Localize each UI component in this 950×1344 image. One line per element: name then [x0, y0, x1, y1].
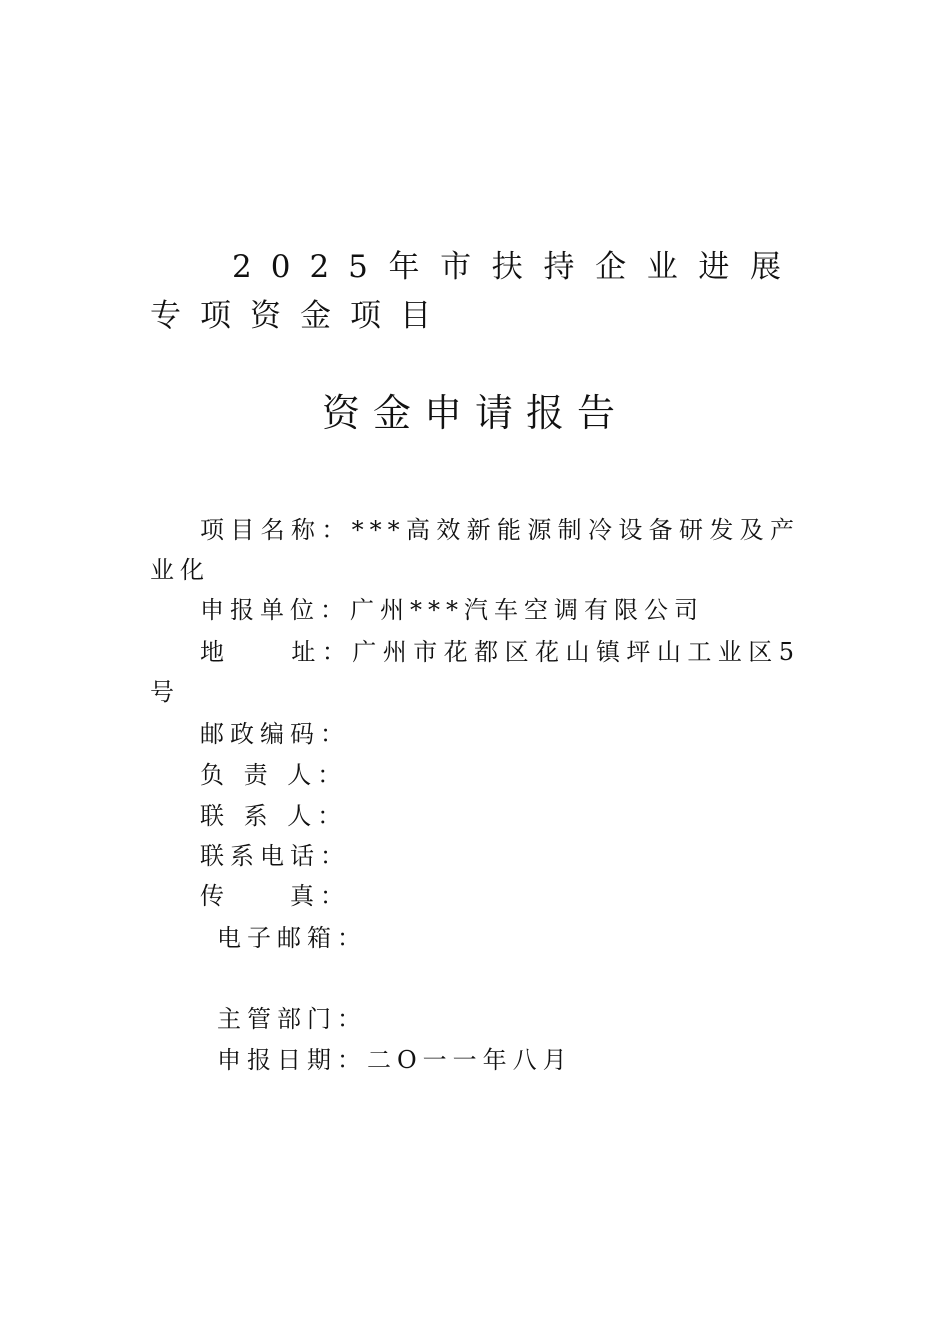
applicant-field [200, 590, 704, 630]
address-label: 地 址： [200, 638, 353, 666]
applicant-value: 广州***汽车空调有限公司 [350, 596, 704, 624]
phone-field [200, 836, 350, 876]
report-title: 资金申请报告 [321, 391, 628, 435]
email-label: 电子邮箱： [217, 924, 367, 952]
fax-field [200, 876, 350, 916]
address-value: 广州市花都区花山镇坪山工业区5号 [150, 638, 800, 706]
apply-date-label: 申报日期： [217, 1046, 367, 1074]
project-name-field [150, 510, 800, 590]
address-field [150, 632, 800, 712]
competent-dept-label: 主管部门： [217, 1005, 367, 1033]
postal-code-label: 邮政编码： [200, 720, 350, 748]
responsible-person-field [200, 755, 347, 795]
project-name-label: 项目名称： [200, 516, 352, 544]
email-field [217, 918, 367, 958]
phone-label: 联系电话： [200, 842, 350, 870]
project-name-value: ***高效新能源制冷设备研发及产业化 [150, 516, 801, 584]
responsible-person-label: 负 责 人： [200, 761, 348, 789]
apply-date-value: 二O一一年八月 [367, 1046, 573, 1074]
contact-person-label: 联 系 人： [200, 802, 348, 830]
fax-label: 传 真： [200, 882, 350, 910]
competent-dept-field [217, 999, 367, 1039]
postal-code-field [200, 714, 350, 754]
applicant-label: 申报单位： [200, 596, 350, 624]
apply-date-field [217, 1040, 573, 1080]
project-title: 2025年市扶持企业进展专项资金项目 [150, 249, 800, 334]
contact-person-field [200, 796, 347, 836]
